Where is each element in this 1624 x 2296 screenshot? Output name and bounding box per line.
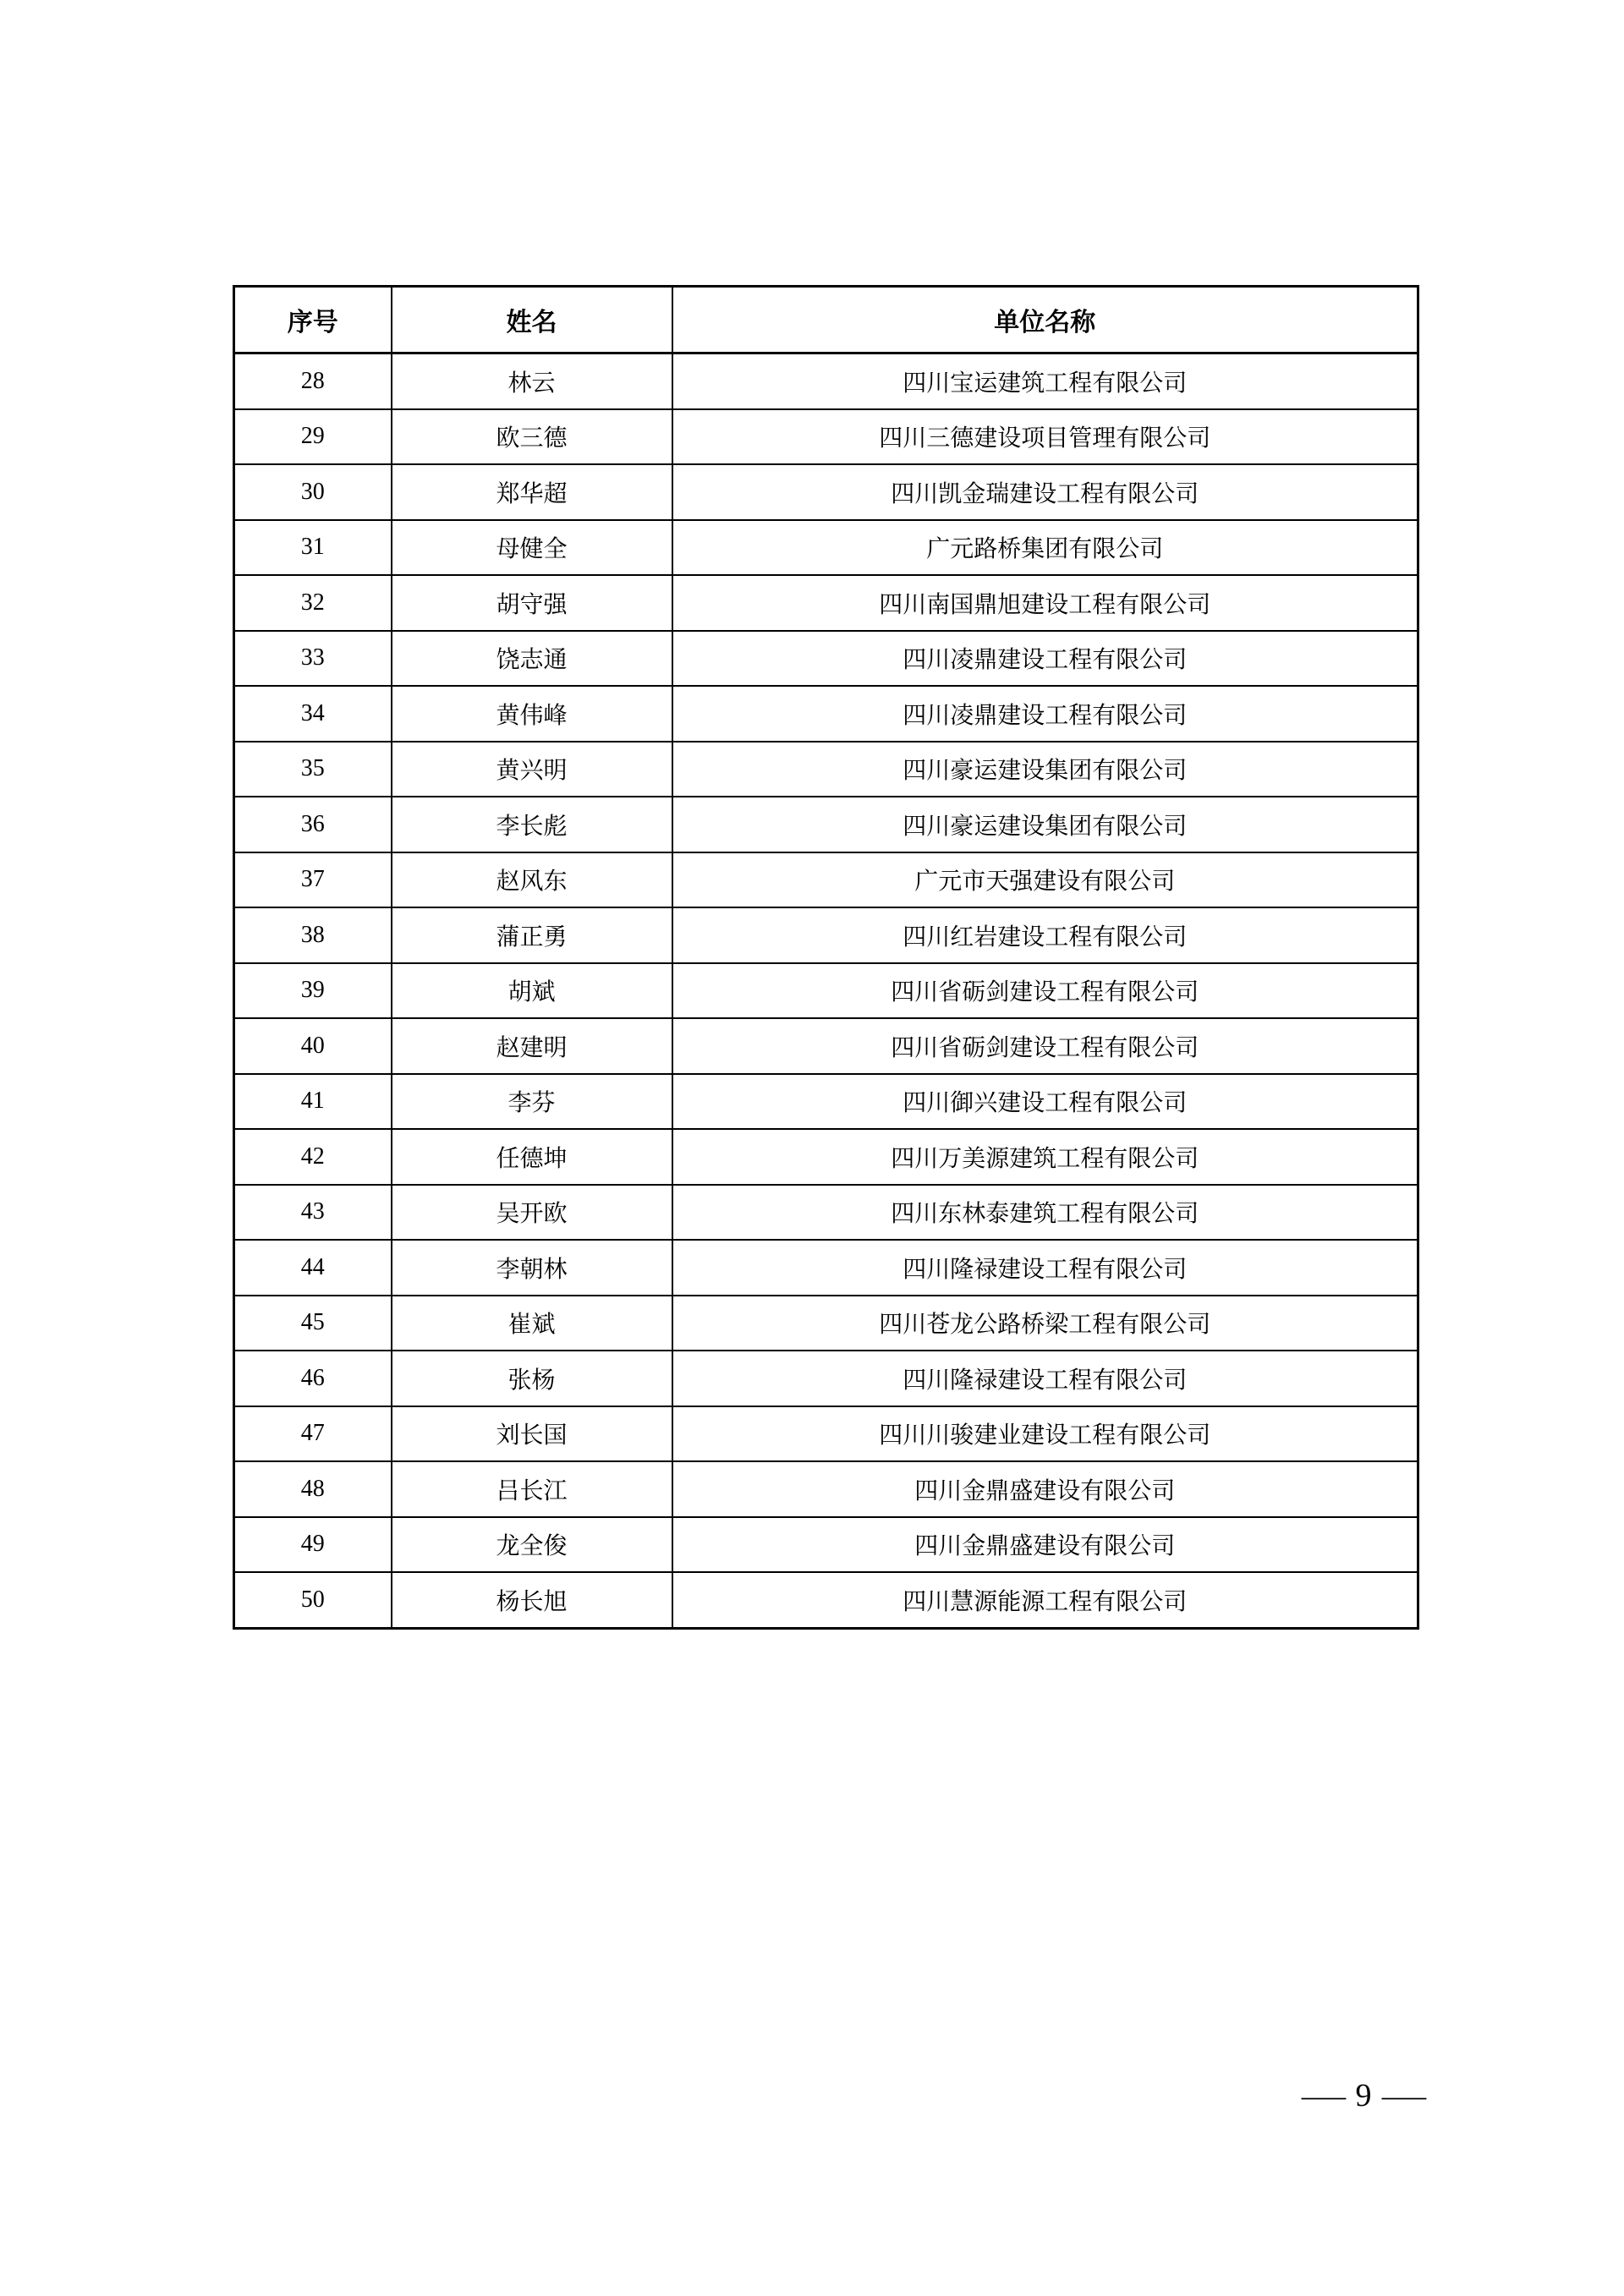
table-row bbox=[234, 1461, 1418, 1517]
person-name-cell: 龙全俊 bbox=[392, 1517, 672, 1573]
unit-name-cell: 四川金鼎盛建设有限公司 bbox=[672, 1461, 1418, 1517]
column-header-name: 姓名 bbox=[392, 287, 672, 353]
table-row bbox=[234, 1240, 1418, 1296]
unit-name-cell: 广元路桥集团有限公司 bbox=[672, 520, 1418, 576]
footer-dash-left: — bbox=[1301, 2079, 1346, 2112]
row-index-cell: 28 bbox=[234, 353, 392, 409]
table-row bbox=[234, 1185, 1418, 1241]
person-name-cell: 林云 bbox=[392, 353, 672, 409]
unit-name-cell: 四川隆禄建设工程有限公司 bbox=[672, 1240, 1418, 1296]
table-row bbox=[234, 907, 1418, 963]
unit-name-cell: 四川金鼎盛建设有限公司 bbox=[672, 1517, 1418, 1573]
unit-name-cell: 四川三德建设项目管理有限公司 bbox=[672, 409, 1418, 465]
row-index-cell: 36 bbox=[234, 797, 392, 852]
unit-name-cell: 广元市天强建设有限公司 bbox=[672, 852, 1418, 908]
row-index-cell: 42 bbox=[234, 1129, 392, 1185]
table-row bbox=[234, 575, 1418, 631]
footer-dash-right: — bbox=[1381, 2079, 1426, 2112]
row-index-cell: 47 bbox=[234, 1406, 392, 1462]
person-name-cell: 李朝林 bbox=[392, 1240, 672, 1296]
person-name-cell: 赵建明 bbox=[392, 1018, 672, 1074]
unit-name-cell: 四川川骏建业建设工程有限公司 bbox=[672, 1406, 1418, 1462]
person-name-cell: 吕长江 bbox=[392, 1461, 672, 1517]
person-name-cell: 黄伟峰 bbox=[392, 686, 672, 742]
table-row bbox=[234, 1074, 1418, 1130]
row-index-cell: 33 bbox=[234, 631, 392, 687]
row-index-cell: 44 bbox=[234, 1240, 392, 1296]
person-name-cell: 黄兴明 bbox=[392, 742, 672, 797]
table-row bbox=[234, 353, 1418, 409]
unit-name-cell: 四川省砺剑建设工程有限公司 bbox=[672, 963, 1418, 1019]
row-index-cell: 32 bbox=[234, 575, 392, 631]
table-row bbox=[234, 797, 1418, 852]
column-header-unit: 单位名称 bbox=[672, 287, 1418, 353]
row-index-cell: 43 bbox=[234, 1185, 392, 1241]
row-index-cell: 48 bbox=[234, 1461, 392, 1517]
person-name-cell: 蒲正勇 bbox=[392, 907, 672, 963]
row-index-cell: 37 bbox=[234, 852, 392, 908]
person-name-cell: 杨长旭 bbox=[392, 1572, 672, 1628]
person-name-cell: 刘长国 bbox=[392, 1406, 672, 1462]
table-row bbox=[234, 409, 1418, 465]
person-name-cell: 吴开欧 bbox=[392, 1185, 672, 1241]
unit-name-cell: 四川宝运建筑工程有限公司 bbox=[672, 353, 1418, 409]
unit-name-cell: 四川省砺剑建设工程有限公司 bbox=[672, 1018, 1418, 1074]
unit-name-cell: 四川凯金瑞建设工程有限公司 bbox=[672, 464, 1418, 520]
table-row bbox=[234, 742, 1418, 797]
unit-name-cell: 四川红岩建设工程有限公司 bbox=[672, 907, 1418, 963]
table-row bbox=[234, 520, 1418, 576]
person-name-cell: 任德坤 bbox=[392, 1129, 672, 1185]
person-name-cell: 胡守强 bbox=[392, 575, 672, 631]
table-row bbox=[234, 1351, 1418, 1406]
row-index-cell: 35 bbox=[234, 742, 392, 797]
table-row bbox=[234, 1517, 1418, 1573]
row-index-cell: 29 bbox=[234, 409, 392, 465]
person-name-cell: 李长彪 bbox=[392, 797, 672, 852]
person-name-cell: 崔斌 bbox=[392, 1296, 672, 1351]
person-name-cell: 欧三德 bbox=[392, 409, 672, 465]
roster-table bbox=[233, 285, 1419, 1630]
table-row bbox=[234, 1129, 1418, 1185]
table-row bbox=[234, 464, 1418, 520]
table-row bbox=[234, 1406, 1418, 1462]
table-row bbox=[234, 1018, 1418, 1074]
unit-name-cell: 四川凌鼎建设工程有限公司 bbox=[672, 686, 1418, 742]
column-header-index: 序号 bbox=[234, 287, 392, 353]
unit-name-cell: 四川隆禄建设工程有限公司 bbox=[672, 1351, 1418, 1406]
unit-name-cell: 四川南国鼎旭建设工程有限公司 bbox=[672, 575, 1418, 631]
table-row bbox=[234, 963, 1418, 1019]
row-index-cell: 41 bbox=[234, 1074, 392, 1130]
person-name-cell: 赵风东 bbox=[392, 852, 672, 908]
unit-name-cell: 四川豪运建设集团有限公司 bbox=[672, 742, 1418, 797]
row-index-cell: 30 bbox=[234, 464, 392, 520]
row-index-cell: 39 bbox=[234, 963, 392, 1019]
unit-name-cell: 四川东林泰建筑工程有限公司 bbox=[672, 1185, 1418, 1241]
table-row bbox=[234, 852, 1418, 908]
person-name-cell: 郑华超 bbox=[392, 464, 672, 520]
person-name-cell: 胡斌 bbox=[392, 963, 672, 1019]
table-row bbox=[234, 631, 1418, 687]
person-name-cell: 李芬 bbox=[392, 1074, 672, 1130]
row-index-cell: 38 bbox=[234, 907, 392, 963]
row-index-cell: 31 bbox=[234, 520, 392, 576]
unit-name-cell: 四川万美源建筑工程有限公司 bbox=[672, 1129, 1418, 1185]
unit-name-cell: 四川御兴建设工程有限公司 bbox=[672, 1074, 1418, 1130]
unit-name-cell: 四川凌鼎建设工程有限公司 bbox=[672, 631, 1418, 687]
unit-name-cell: 四川豪运建设集团有限公司 bbox=[672, 797, 1418, 852]
row-index-cell: 34 bbox=[234, 686, 392, 742]
table-row bbox=[234, 1296, 1418, 1351]
table-header-row bbox=[234, 287, 1418, 353]
person-name-cell: 张杨 bbox=[392, 1351, 672, 1406]
person-name-cell: 母健全 bbox=[392, 520, 672, 576]
row-index-cell: 50 bbox=[234, 1572, 392, 1628]
row-index-cell: 45 bbox=[234, 1296, 392, 1351]
table-row bbox=[234, 1572, 1418, 1628]
unit-name-cell: 四川苍龙公路桥梁工程有限公司 bbox=[672, 1296, 1418, 1351]
person-name-cell: 饶志通 bbox=[392, 631, 672, 687]
table-row bbox=[234, 686, 1418, 742]
page-number: 9 bbox=[1355, 2078, 1372, 2113]
page-footer bbox=[1279, 2074, 1448, 2118]
row-index-cell: 40 bbox=[234, 1018, 392, 1074]
row-index-cell: 46 bbox=[234, 1351, 392, 1406]
row-index-cell: 49 bbox=[234, 1517, 392, 1573]
unit-name-cell: 四川慧源能源工程有限公司 bbox=[672, 1572, 1418, 1628]
